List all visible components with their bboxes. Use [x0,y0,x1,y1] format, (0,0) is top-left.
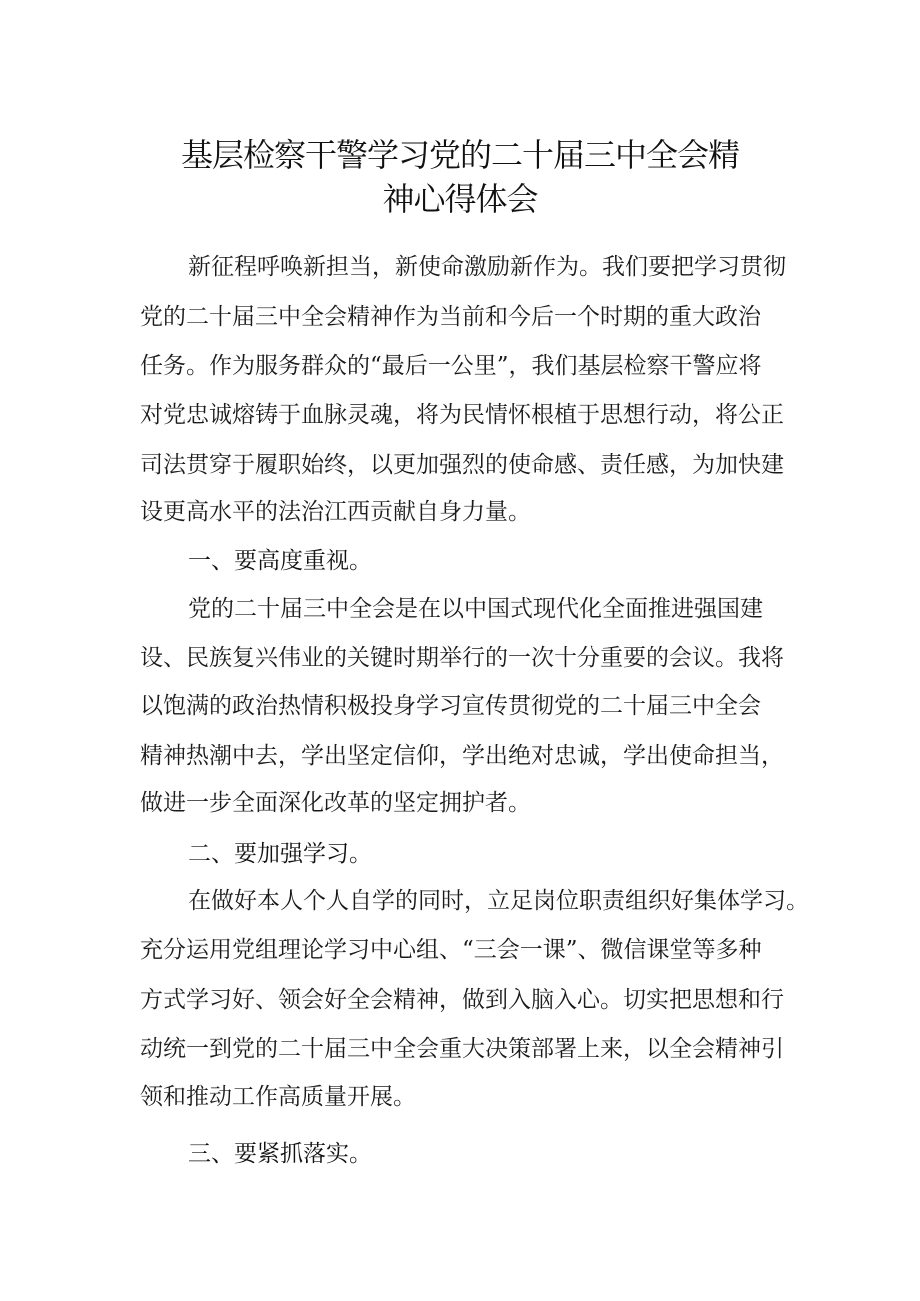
intro-line: 对党忠诚熔铸于血脉灵魂，将为民情怀根植于思想行动，将公正 [140,402,784,428]
section-3-heading: 三、要紧抓落实。 [188,1141,372,1167]
section-1-line: 设、民族复兴伟业的关键时期举行的一次十分重要的会议。我将 [140,645,784,671]
document-title-line-1: 基层检察干警学习党的二十届三中全会精 [180,136,739,174]
intro-line: 党的二十届三中全会精神作为当前和今后一个时期的重大政治 [140,304,761,330]
section-2-line: 动统一到党的二十届三中全会重大决策部署上来，以全会精神引 [140,1036,784,1062]
section-2-line: 充分运用党组理论学习中心组、“三会一课”、微信课堂等多种 [140,937,762,963]
document-title-line-2: 神心得体会 [382,180,538,218]
section-2-heading: 二、要加强学习。 [188,841,372,867]
intro-line: 司法贯穿于履职始终，以更加强烈的使命感、责任感，为加快建 [140,452,784,478]
section-1-line: 以饱满的政治热情积极投身学习宣传贯彻党的二十届三中全会 [140,693,761,719]
intro-line: 设更高水平的法治江西贡献自身力量。 [140,499,531,525]
section-2-line: 领和推动工作高质量开展。 [140,1084,416,1110]
section-1-line: 精神热潮中去，学出坚定信仰，学出绝对忠诚，学出使命担当， [140,743,784,769]
section-2-line: 方式学习好、领会好全会精神，做到入脑入心。切实把思想和行 [140,987,784,1013]
section-2-line: 在做好本人个人自学的同时，立足岗位职责组织好集体学习。 [188,888,809,914]
intro-line: 任务。作为服务群众的“最后一公里”，我们基层检察干警应将 [140,353,762,379]
section-1-heading: 一、要高度重视。 [188,548,372,574]
intro-line: 新征程呼唤新担当，新使命激励新作为。我们要把学习贯彻 [188,254,786,280]
section-1-line: 做进一步全面深化改革的坚定拥护者。 [140,790,531,816]
section-1-line: 党的二十届三中全会是在以中国式现代化全面推进强国建 [188,596,763,622]
